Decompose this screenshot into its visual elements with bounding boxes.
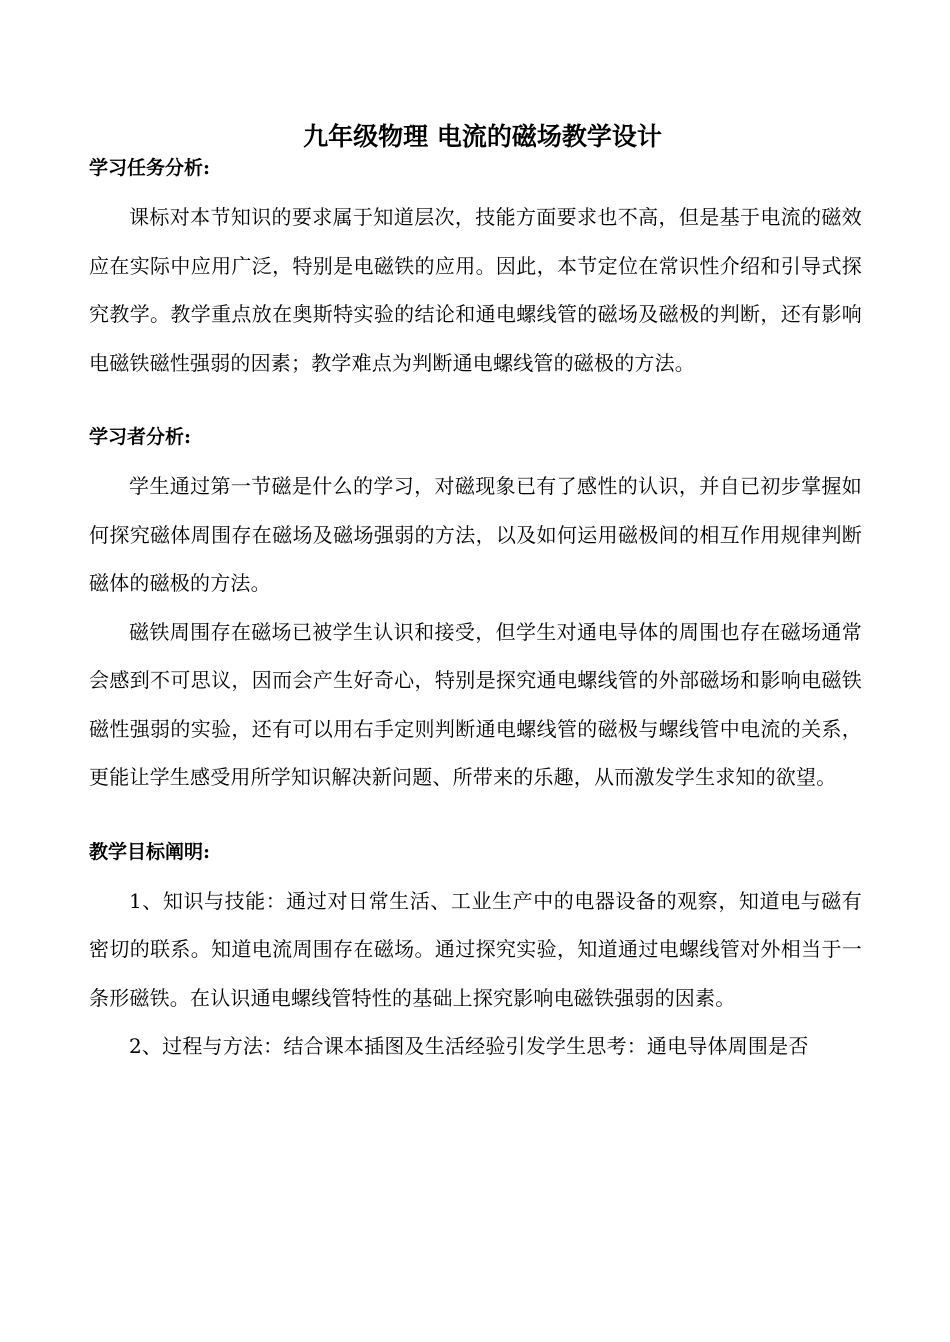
section-heading: 教学目标阐明: — [89, 840, 211, 863]
document-page — [89, 118, 862, 1071]
document-title: 九年级物理 电流的磁场教学设计 — [303, 122, 662, 151]
section-learner-analysis — [89, 425, 862, 802]
paragraph: 磁铁周围存在磁场已被学生认识和接受，但学生对通电导体的周围也存在磁场通常会感到不可思议，因而会产生好奇心，特别是探究通电螺线管的外部磁场和影响电磁铁磁性强弱的实验，还有可以用右手定则判断通电螺线管的磁极与螺线管中电流的关系，更能让学生感受用所学知识解决新问题、所带来的乐趣，从而激发学生求知的欲望。 — [89, 619, 862, 789]
paragraph: 1、知识与技能：通过对日常生活、工业生产中的电器设备的观察，知道电与磁有密切的联系。知道电流周围存在磁场。通过探究实验，知道通过电螺线管对外相当于一条形磁铁。在认识通电螺线管特性的基础上探究影响电磁铁强弱的因素。 — [89, 888, 862, 1010]
section-heading: 学习者分析: — [89, 426, 192, 448]
paragraph: 课标对本节知识的要求属于知道层次，技能方面要求也不高，但是基于电流的磁效应在实际中应用广泛，特别是电磁铁的应用。因此，本节定位在常识性介绍和引导式探究教学。教学重点放在奥斯特实验的结论和通电螺线管的磁场及磁极的判断，还有影响电磁铁磁性强弱的因素；教学难点为判断通电螺线管的磁极的方法。 — [89, 205, 862, 375]
section-teaching-objectives — [89, 840, 862, 1071]
paragraph: 学生通过第一节磁是什么的学习，对磁现象已有了感性的认识，并自已初步掌握如何探究磁体周围存在磁场及磁场强弱的方法，以及如何运用磁极间的相互作用规律判断磁体的磁极的方法。 — [89, 474, 862, 595]
section-task-analysis — [89, 156, 862, 387]
paragraph: 2、过程与方法：结合课本插图及生活经验引发学生思考：通电导体周围是否 — [129, 1034, 809, 1058]
section-heading: 学习任务分析: — [89, 157, 211, 179]
